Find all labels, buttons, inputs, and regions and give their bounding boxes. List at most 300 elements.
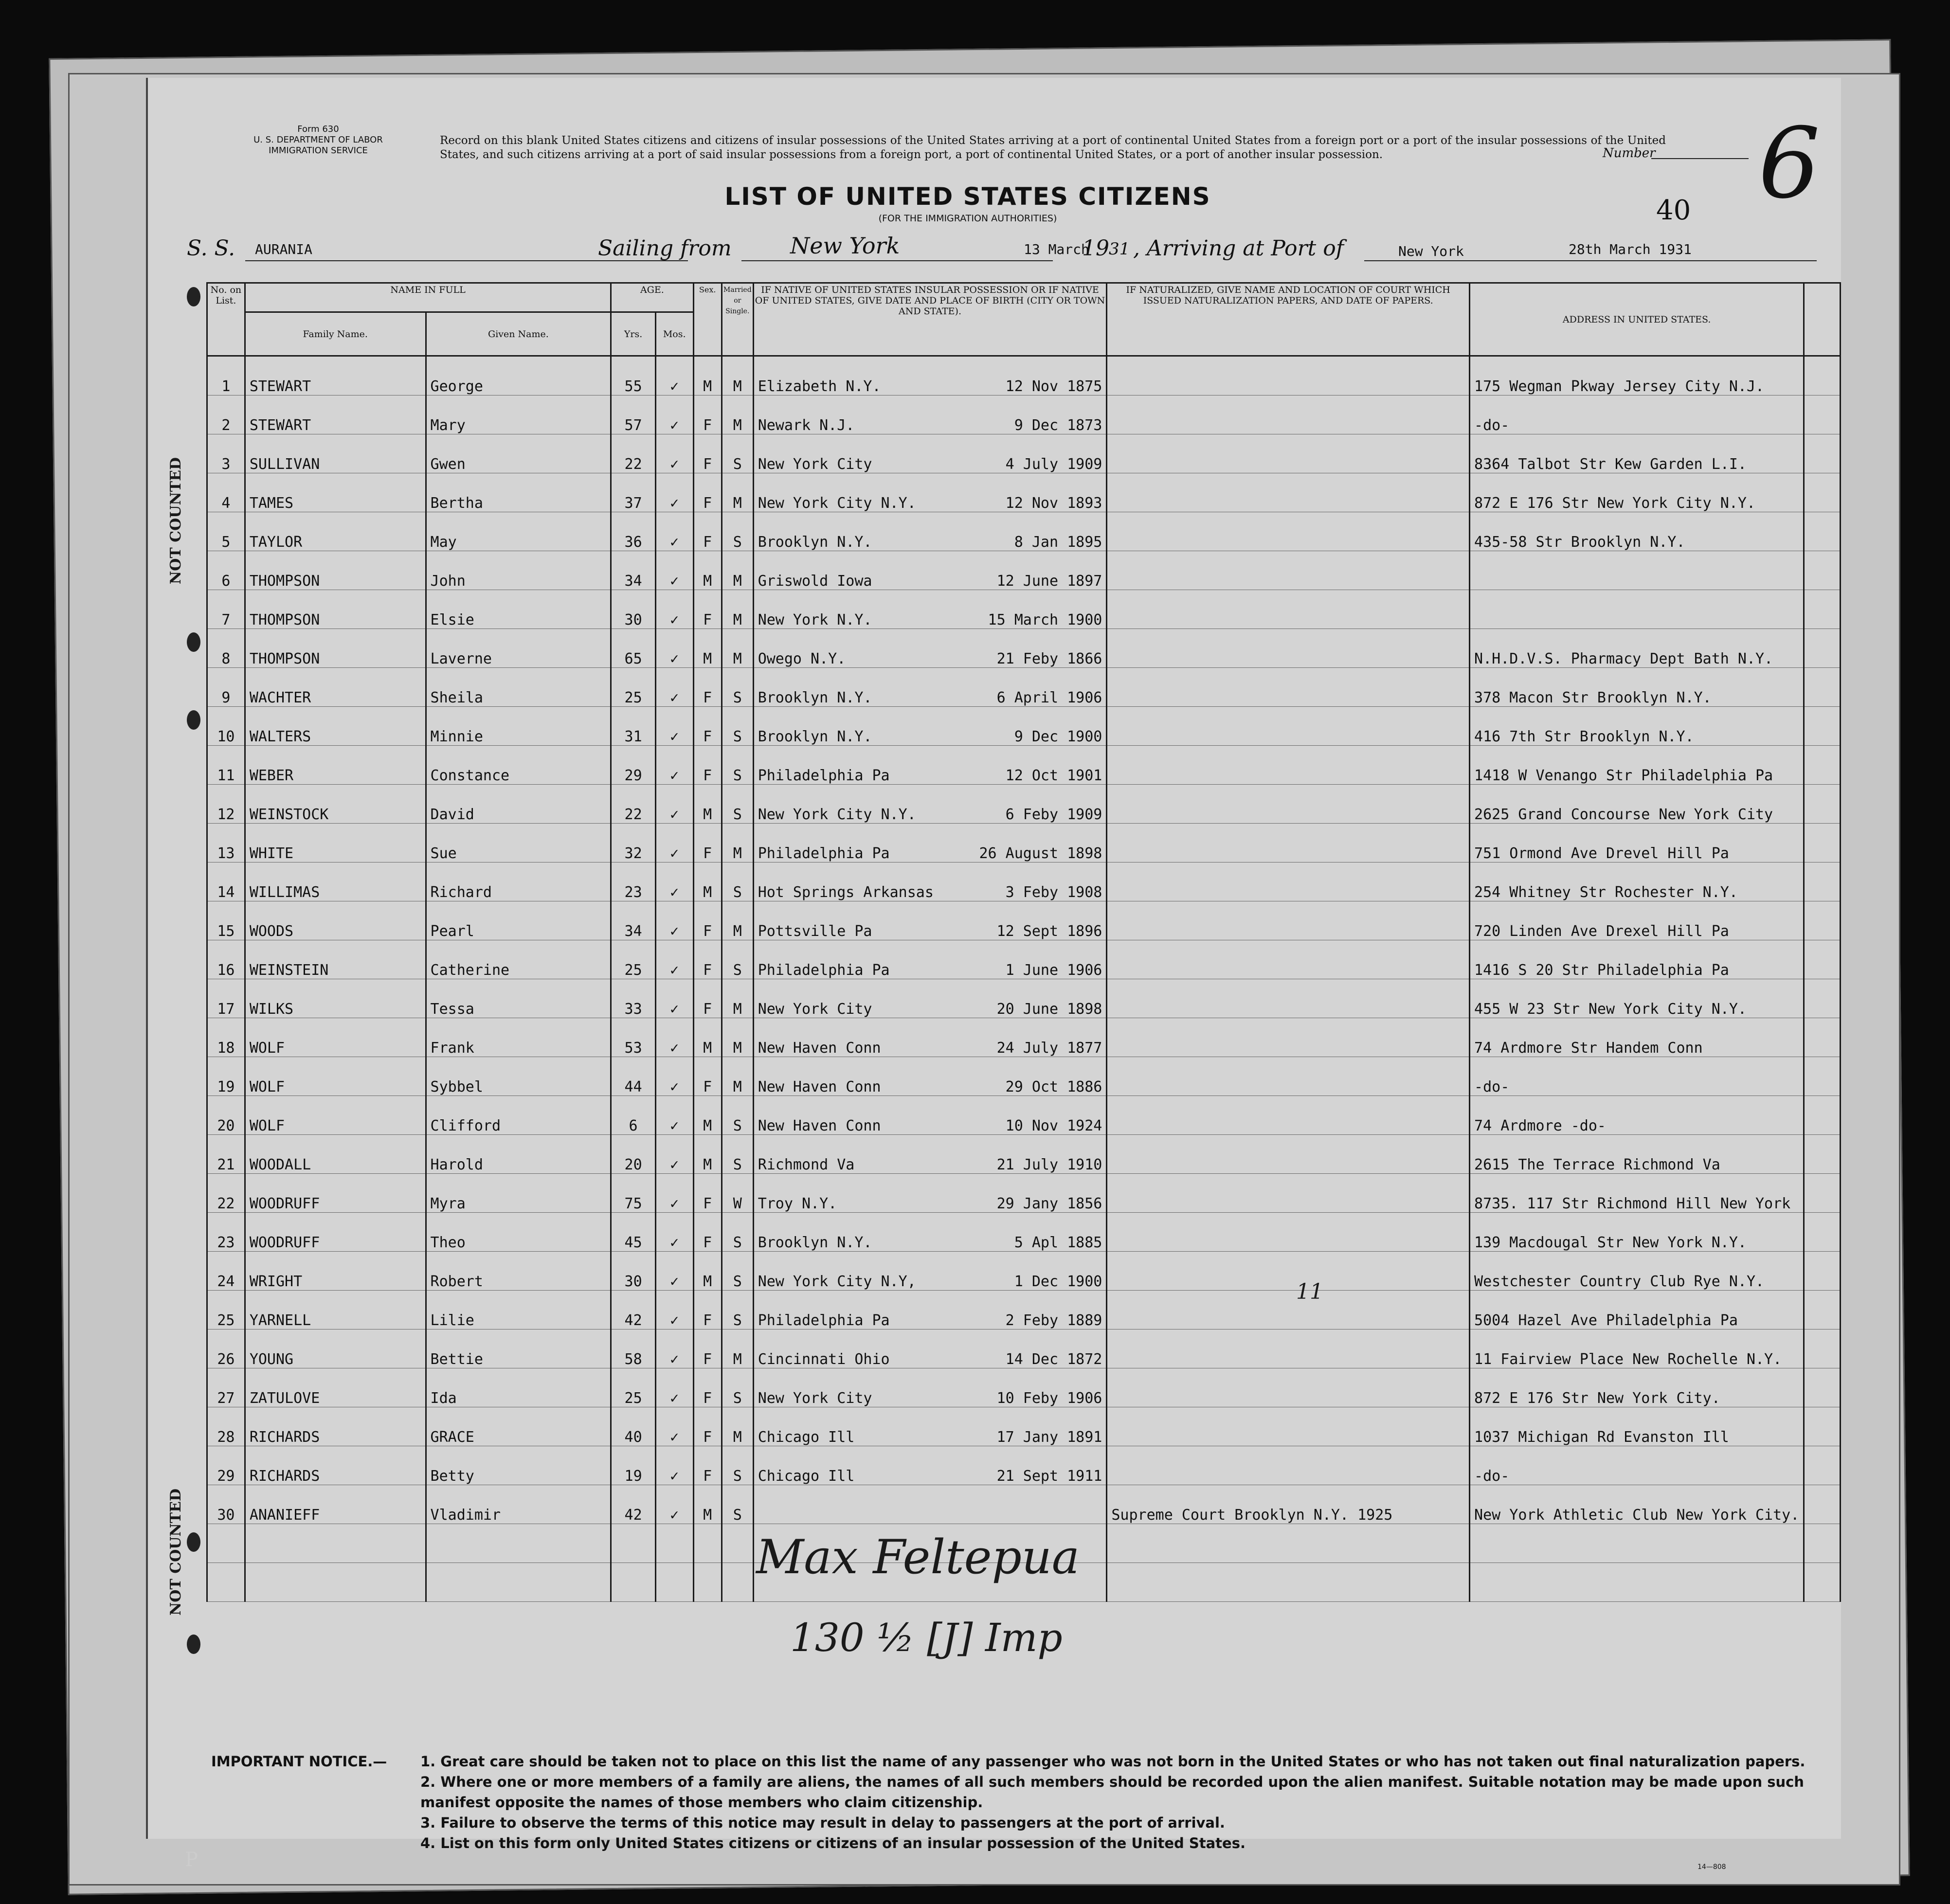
binding-hole [187, 1635, 200, 1654]
given-name: Elsie [426, 590, 611, 629]
naturalization [1107, 395, 1470, 434]
family-name: YARNELL [245, 1291, 426, 1329]
given-name: Sheila [426, 668, 611, 707]
naturalization [1107, 1135, 1470, 1174]
birth-place: New York N.Y. [758, 611, 872, 629]
table-row [207, 512, 1841, 551]
blank-cell [1107, 1524, 1470, 1563]
row-number: 19 [207, 1057, 245, 1096]
address: 74 Ardmore Str Handem Conn [1470, 1018, 1804, 1057]
given-name: Bettie [426, 1329, 611, 1368]
address: 139 Macdougal Str New York N.Y. [1470, 1213, 1804, 1252]
birth-date: 4 July 1909 [1005, 456, 1102, 473]
row-number: 23 [207, 1213, 245, 1252]
address: 5004 Hazel Ave Philadelphia Pa [1470, 1291, 1804, 1329]
row-number: 29 [207, 1446, 245, 1485]
family-name: WOODRUFF [245, 1213, 426, 1252]
sex: M [693, 1018, 722, 1057]
blank-cell [1804, 1524, 1841, 1563]
sex: F [693, 979, 722, 1018]
extra [1804, 862, 1841, 901]
officer-signature: Max Feltepua [756, 1530, 1080, 1584]
address: 2625 Grand Concourse New York City [1470, 785, 1804, 824]
row-number: 14 [207, 862, 245, 901]
sex: F [693, 395, 722, 434]
naturalization [1107, 1057, 1470, 1096]
family-name: TAMES [245, 473, 426, 512]
age-years: 36 [611, 512, 656, 551]
row-number: 18 [207, 1018, 245, 1057]
birth-date: 12 Sept 1896 [996, 923, 1102, 940]
age-months: ✓ [655, 551, 693, 590]
row-number: 12 [207, 785, 245, 824]
birth-place [753, 551, 1107, 590]
address: 2615 The Terrace Richmond Va [1470, 1135, 1804, 1174]
age-months: ✓ [655, 668, 693, 707]
birth-place [753, 1368, 1107, 1407]
birth-place: Pottsville Pa [758, 923, 872, 940]
given-name: Gwen [426, 434, 611, 473]
blank-cell [611, 1524, 656, 1563]
age-years: 22 [611, 785, 656, 824]
row-number: 4 [207, 473, 245, 512]
family-name: WHITE [245, 824, 426, 862]
marital-status: M [722, 1329, 753, 1368]
extra [1804, 901, 1841, 940]
blank-cell [245, 1563, 426, 1602]
page-subtitle: (FOR THE IMMIGRATION AUTHORITIES) [878, 213, 1057, 224]
marital-status: M [722, 1057, 753, 1096]
address: 11 Fairview Place New Rochelle N.Y. [1470, 1329, 1804, 1368]
naturalization [1107, 1407, 1470, 1446]
age-months: ✓ [655, 1368, 693, 1407]
sailing-label: Sailing from [598, 236, 732, 261]
table-row [207, 1096, 1841, 1135]
age-years: 6 [611, 1096, 656, 1135]
table-row [207, 473, 1841, 512]
age-years: 25 [611, 1368, 656, 1407]
given-name: Catherine [426, 940, 611, 979]
sex: F [693, 940, 722, 979]
birth-date: 12 June 1897 [996, 573, 1102, 590]
age-years: 58 [611, 1329, 656, 1368]
sex: M [693, 1252, 722, 1291]
number-line [1651, 158, 1749, 159]
naturalization: Supreme Court Brooklyn N.Y. 1925 [1107, 1485, 1470, 1524]
given-name: May [426, 512, 611, 551]
marital-status: S [722, 1252, 753, 1291]
age-months: ✓ [655, 1291, 693, 1329]
given-name: Clifford [426, 1096, 611, 1135]
sex: F [693, 1174, 722, 1213]
row-number: 21 [207, 1135, 245, 1174]
family-name: WEINSTEIN [245, 940, 426, 979]
sex: M [693, 1096, 722, 1135]
birth-date: 12 Nov 1875 [1005, 378, 1102, 395]
marital-status: S [722, 668, 753, 707]
extra [1804, 1368, 1841, 1407]
extra [1804, 1291, 1841, 1329]
birth-place [753, 1485, 1107, 1524]
blank-cell [1107, 1563, 1470, 1602]
family-name: THOMPSON [245, 629, 426, 668]
address: 1416 S 20 Str Philadelphia Pa [1470, 940, 1804, 979]
age-years: 45 [611, 1213, 656, 1252]
marital-status: S [722, 434, 753, 473]
age-years: 34 [611, 551, 656, 590]
naturalization [1107, 901, 1470, 940]
table-row [207, 746, 1841, 785]
family-name: RICHARDS [245, 1407, 426, 1446]
birth-place [753, 668, 1107, 707]
extra [1804, 512, 1841, 551]
col-name-full: NAME IN FULL [245, 283, 611, 312]
birth-place [753, 590, 1107, 629]
birth-date: 21 Feby 1866 [996, 650, 1102, 667]
birth-place: Brooklyn N.Y. [758, 1234, 872, 1251]
sex: M [693, 862, 722, 901]
given-name: Tessa [426, 979, 611, 1018]
instructions: Record on this blank United States citizens and citizens of insular possessions of the United States arriving at a port of continental United States from a foreign port or a port of the insular possessions of the United States, and such citizens arriving at a port of said insular possessions from a foreign port, a port of continental United States, or a port of another insular possession. [440, 134, 1666, 161]
table-row [207, 824, 1841, 862]
address: 455 W 23 Str New York City N.Y. [1470, 979, 1804, 1018]
birth-place [753, 1291, 1107, 1329]
marital-status: S [722, 862, 753, 901]
age-months: ✓ [655, 746, 693, 785]
age-months: ✓ [655, 1096, 693, 1135]
birth-date: 6 Feby 1909 [1005, 806, 1102, 823]
extra [1804, 824, 1841, 862]
table-row [207, 629, 1841, 668]
row-number: 8 [207, 629, 245, 668]
col-naturalized: IF NATURALIZED, GIVE NAME AND LOCATION OF COURT WHICH ISSUED NATURALIZATION PAPERS, AND DATE OF PAPERS. [1107, 283, 1470, 356]
marital-status: S [722, 940, 753, 979]
birth-place [753, 473, 1107, 512]
binding-hole [187, 287, 200, 306]
birth-place [753, 979, 1107, 1018]
table-row [207, 1174, 1841, 1213]
blank-cell [1804, 1563, 1841, 1602]
given-name: Vladimir [426, 1485, 611, 1524]
naturalization [1107, 746, 1470, 785]
address: 435-58 Str Brooklyn N.Y. [1470, 512, 1804, 551]
birth-place: New Haven Conn [758, 1040, 881, 1057]
birth-date: 17 Jany 1891 [996, 1429, 1102, 1446]
birth-place: Chicago Ill [758, 1468, 855, 1485]
extra [1804, 940, 1841, 979]
age-years: 32 [611, 824, 656, 862]
marital-status: M [722, 356, 753, 395]
form-code: 14—808 [1697, 1863, 1726, 1871]
age-years: 29 [611, 746, 656, 785]
naturalization [1107, 862, 1470, 901]
col-address: ADDRESS IN UNITED STATES. [1470, 283, 1804, 356]
family-name: STEWART [245, 356, 426, 395]
sex: F [693, 901, 722, 940]
address: New York Athletic Club New York City. [1470, 1485, 1804, 1524]
family-name: WOLF [245, 1018, 426, 1057]
birth-place [753, 1446, 1107, 1485]
naturalization [1107, 473, 1470, 512]
sex: F [693, 1213, 722, 1252]
blank-cell [655, 1524, 693, 1563]
year-prefix: 19 [1082, 236, 1109, 261]
passenger-rows [207, 356, 1841, 1602]
family-name: WILKS [245, 979, 426, 1018]
marital-status: W [722, 1174, 753, 1213]
row-number: 20 [207, 1096, 245, 1135]
age-months: ✓ [655, 1213, 693, 1252]
family-name: WILLIMAS [245, 862, 426, 901]
extra [1804, 979, 1841, 1018]
age-years: 65 [611, 629, 656, 668]
birth-place [753, 1329, 1107, 1368]
table-row [207, 434, 1841, 473]
age-years: 53 [611, 1018, 656, 1057]
naturalization [1107, 940, 1470, 979]
birth-date: 26 August 1898 [979, 845, 1102, 862]
naturalization [1107, 668, 1470, 707]
family-name: WOODS [245, 901, 426, 940]
service: IMMIGRATION SERVICE [269, 145, 368, 156]
binding-hole [187, 1532, 200, 1552]
row-number: 10 [207, 707, 245, 746]
address [1470, 551, 1804, 590]
given-name: GRACE [426, 1407, 611, 1446]
row-number: 24 [207, 1252, 245, 1291]
extra [1804, 1407, 1841, 1446]
birth-place [753, 1174, 1107, 1213]
family-name: THOMPSON [245, 590, 426, 629]
table-row [207, 1407, 1841, 1446]
marital-status: M [722, 1407, 753, 1446]
birth-date: 10 Feby 1906 [996, 1390, 1102, 1407]
marital-status: M [722, 1018, 753, 1057]
sex: M [693, 1485, 722, 1524]
family-name: WEINSTOCK [245, 785, 426, 824]
extra [1804, 473, 1841, 512]
not-counted-stamp: NOT COUNTED [167, 1489, 184, 1616]
col-no: No. on List. [207, 283, 245, 356]
col-yrs: Yrs. [611, 312, 656, 356]
age-months: ✓ [655, 1057, 693, 1096]
row-number: 1 [207, 356, 245, 395]
birth-place: Troy N.Y. [758, 1195, 837, 1212]
row-number: 2 [207, 395, 245, 434]
birth-place: New Haven Conn [758, 1117, 881, 1134]
address: 74 Ardmore -do- [1470, 1096, 1804, 1135]
age-months: ✓ [655, 1485, 693, 1524]
family-name: WOLF [245, 1057, 426, 1096]
given-name: Mary [426, 395, 611, 434]
family-name: WRIGHT [245, 1252, 426, 1291]
birth-date: 6 April 1906 [996, 689, 1102, 706]
blank-cell [207, 1524, 245, 1563]
family-name: TAYLOR [245, 512, 426, 551]
birth-place: Richmond Va [758, 1156, 855, 1173]
given-name: George [426, 356, 611, 395]
sex: F [693, 512, 722, 551]
birth-place: Philadelphia Pa [758, 767, 890, 784]
age-years: 42 [611, 1485, 656, 1524]
extra [1804, 1446, 1841, 1485]
birth-place [753, 824, 1107, 862]
birth-place: Griswold Iowa [758, 573, 872, 590]
sex: M [693, 1135, 722, 1174]
extra [1804, 707, 1841, 746]
extra [1804, 629, 1841, 668]
extra [1804, 668, 1841, 707]
birth-place: New York City N.Y. [758, 806, 916, 823]
naturalization [1107, 1252, 1470, 1291]
age-months: ✓ [655, 473, 693, 512]
given-name: Minnie [426, 707, 611, 746]
family-name: WACHTER [245, 668, 426, 707]
birth-date: 3 Feby 1908 [1005, 884, 1102, 901]
row-number: 16 [207, 940, 245, 979]
age-months: ✓ [655, 979, 693, 1018]
row-number: 13 [207, 824, 245, 862]
table-row [207, 395, 1841, 434]
birth-place [753, 707, 1107, 746]
extra [1804, 434, 1841, 473]
extra [1804, 590, 1841, 629]
birth-place: Philadelphia Pa [758, 962, 890, 979]
birth-place: New York City N.Y, [758, 1273, 916, 1290]
extra [1804, 785, 1841, 824]
row-number: 15 [207, 901, 245, 940]
address: Westchester Country Club Rye N.Y. [1470, 1252, 1804, 1291]
row-number: 6 [207, 551, 245, 590]
marital-status: M [722, 590, 753, 629]
row-number: 5 [207, 512, 245, 551]
extra [1804, 356, 1841, 395]
address: 720 Linden Ave Drexel Hill Pa [1470, 901, 1804, 940]
marital-status: S [722, 1291, 753, 1329]
family-name: WOLF [245, 1096, 426, 1135]
blank-cell [245, 1524, 426, 1563]
birth-place [753, 940, 1107, 979]
birth-place [753, 785, 1107, 824]
family-name: RICHARDS [245, 1446, 426, 1485]
given-name: Richard [426, 862, 611, 901]
table-row [207, 590, 1841, 629]
manifest-sheet [146, 78, 1841, 1871]
notice-lead: IMPORTANT NOTICE.— [211, 1753, 387, 1770]
address: -do- [1470, 1057, 1804, 1096]
naturalization [1107, 551, 1470, 590]
blank-cell [1470, 1563, 1804, 1602]
col-mos: Mos. [655, 312, 693, 356]
sex: F [693, 746, 722, 785]
given-name: Ida [426, 1368, 611, 1407]
not-counted-stamp: NOT COUNTED [167, 457, 184, 585]
col-given: Given Name. [426, 312, 611, 356]
birth-place: Brooklyn N.Y. [758, 689, 872, 706]
address: 751 Ormond Ave Drevel Hill Pa [1470, 824, 1804, 862]
binding-hole [187, 710, 200, 730]
extra [1804, 1252, 1841, 1291]
list-number: 6 [1758, 107, 1821, 220]
birth-place: Philadelphia Pa [758, 1312, 890, 1329]
naturalization [1107, 979, 1470, 1018]
extra [1804, 395, 1841, 434]
age-months: ✓ [655, 1135, 693, 1174]
family-name: WOODRUFF [245, 1174, 426, 1213]
sailing-port: New York [790, 233, 900, 259]
table-row [207, 1446, 1841, 1485]
age-years: 20 [611, 1135, 656, 1174]
given-name: Harold [426, 1135, 611, 1174]
birth-date: 12 Oct 1901 [1005, 767, 1102, 784]
sex: M [693, 551, 722, 590]
marital-status: S [722, 1368, 753, 1407]
sex: F [693, 1057, 722, 1096]
birth-date: 21 Sept 1911 [996, 1468, 1102, 1485]
row-number: 30 [207, 1485, 245, 1524]
birth-place [753, 862, 1107, 901]
family-name: STEWART [245, 395, 426, 434]
given-name: Myra [426, 1174, 611, 1213]
marital-status: S [722, 512, 753, 551]
marital-status: S [722, 707, 753, 746]
age-years: 57 [611, 395, 656, 434]
table-row [207, 707, 1841, 746]
given-name: Sue [426, 824, 611, 862]
sex: M [693, 629, 722, 668]
age-months: ✓ [655, 629, 693, 668]
birth-place: New York City [758, 1390, 872, 1407]
naturalization [1107, 1174, 1470, 1213]
age-years: 33 [611, 979, 656, 1018]
birth-place [753, 1018, 1107, 1057]
arriving-label: , Arriving at Port of [1133, 236, 1344, 261]
birth-date: 29 Oct 1886 [1005, 1078, 1102, 1096]
marital-status: S [722, 1485, 753, 1524]
col-family: Family Name. [245, 312, 426, 356]
naturalization [1107, 1018, 1470, 1057]
birth-date: 5 Apl 1885 [1014, 1234, 1102, 1251]
table-row [207, 1329, 1841, 1368]
passenger-table [206, 282, 1841, 1602]
birth-place: New York City [758, 456, 872, 473]
row-number: 3 [207, 434, 245, 473]
birth-place [753, 356, 1107, 395]
birth-place: Brooklyn N.Y. [758, 534, 872, 551]
family-name: YOUNG [245, 1329, 426, 1368]
table-row [207, 668, 1841, 707]
given-name: Lilie [426, 1291, 611, 1329]
sex: F [693, 824, 722, 862]
naturalization [1107, 512, 1470, 551]
marital-status: S [722, 1446, 753, 1485]
blank-cell [693, 1563, 722, 1602]
sex: F [693, 707, 722, 746]
birth-date: 1 Dec 1900 [1014, 1273, 1102, 1290]
row-number: 28 [207, 1407, 245, 1446]
department: U. S. DEPARTMENT OF LABOR [253, 135, 383, 145]
age-months: ✓ [655, 901, 693, 940]
age-months: ✓ [655, 590, 693, 629]
table-row [207, 551, 1841, 590]
given-name: Frank [426, 1018, 611, 1057]
birth-place [753, 1213, 1107, 1252]
blank-cell [722, 1524, 753, 1563]
naturalization [1107, 434, 1470, 473]
naturalization [1107, 1329, 1470, 1368]
row-number: 17 [207, 979, 245, 1018]
given-name: Bertha [426, 473, 611, 512]
